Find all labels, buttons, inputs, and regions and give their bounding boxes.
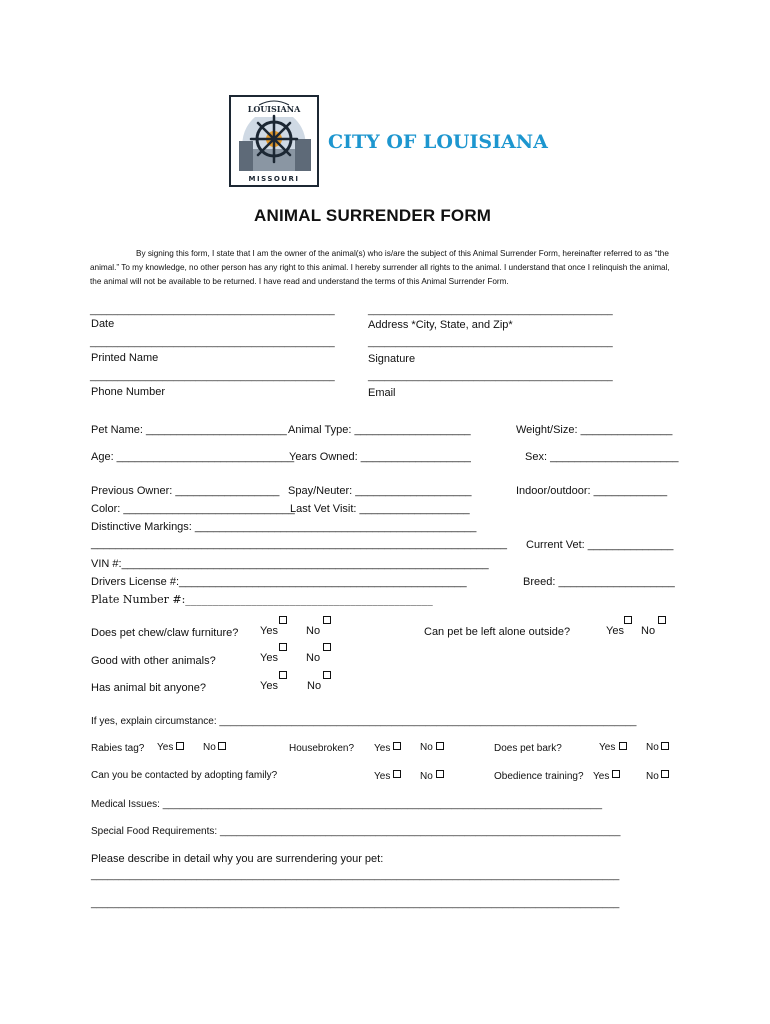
housebroken-yes-checkbox[interactable] [393, 742, 401, 750]
intro-text: By signing this form, I state that I am the owner of the animal(s) who is/are the subject of this Animal Surrender Form, hereinafter referred to as “the animal.” To my knowledge, no other person has any right to this animal. I hereby surrender all rights to the animal. I understand that once I relinquish the animal, the animal will not be available to be returned. I have read and understand the terms of this Animal Surrender Form. [90, 249, 670, 286]
color-field[interactable]: Color: ____________________________ [91, 503, 295, 515]
sex-field[interactable]: Sex: _____________________ [525, 451, 679, 463]
email-label: Email [368, 387, 396, 399]
bark-yes-label: Yes [599, 742, 616, 753]
surrender-reason-line-2[interactable]: _______________________________________________________________________________________________ [91, 898, 620, 909]
alone-yes-checkbox[interactable] [624, 616, 632, 624]
age-field[interactable]: Age: _____________________________ [91, 451, 295, 463]
contacted-no-label: No [420, 771, 433, 782]
bark-no-label: No [646, 742, 659, 753]
breed-field[interactable]: Breed: ___________________ [523, 576, 675, 588]
chew-no-label: No [306, 625, 321, 637]
animal-type-field[interactable]: Animal Type: ___________________ [288, 424, 471, 436]
bit-no-checkbox[interactable] [323, 671, 331, 679]
housebroken-yes-label: Yes [374, 743, 391, 754]
signature-label: Signature [368, 353, 416, 365]
plate-number-field[interactable]: Plate Number #:_____________________________________________ [91, 593, 433, 606]
obedience-question: Obedience training? [494, 771, 584, 782]
address-line[interactable]: ____________________________________________ [368, 305, 613, 316]
address-line-2[interactable]: ____________________________________________ [368, 337, 613, 348]
bark-no-checkbox[interactable] [661, 742, 669, 750]
org-name: CITY OF LOUISIANA [328, 131, 548, 153]
logo-text-top: LOUISIANA [247, 104, 301, 114]
previous-owner-field[interactable]: Previous Owner: _________________ [91, 485, 280, 497]
form-title: ANIMAL SURRENDER FORM [254, 206, 492, 225]
good-with-animals-yes-checkbox[interactable] [279, 643, 287, 651]
alone-yes-label: Yes [606, 625, 624, 637]
good-with-animals-question: Good with other animals? [91, 655, 216, 667]
pet-name-field[interactable]: Pet Name: _______________________ [91, 424, 287, 436]
contacted-yes-label: Yes [374, 771, 391, 782]
medical-issues-field[interactable]: Medical Issues: _______________________________________________________________________________ [91, 799, 603, 810]
housebroken-no-checkbox[interactable] [436, 742, 444, 750]
drivers-license-field[interactable]: Drivers License #:_______________________________________________ [91, 576, 467, 588]
rabies-no-label: No [203, 742, 216, 753]
special-food-field[interactable]: Special Food Requirements: ________________________________________________________________________ [91, 826, 621, 837]
obedience-yes-label: Yes [593, 771, 610, 782]
bit-question: Has animal bit anyone? [91, 682, 206, 694]
date-line[interactable]: ____________________________________________ [90, 305, 335, 316]
housebroken-no-label: No [420, 742, 433, 753]
chew-no-checkbox[interactable] [323, 616, 331, 624]
obedience-no-checkbox[interactable] [661, 770, 669, 778]
explain-field[interactable]: If yes, explain circumstance: ___________________________________________________________________________ [91, 716, 637, 727]
contacted-no-checkbox[interactable] [436, 770, 444, 778]
obedience-no-label: No [646, 771, 659, 782]
last-vet-visit-field[interactable]: Last Vet Visit: __________________ [290, 503, 470, 515]
rabies-yes-checkbox[interactable] [176, 742, 184, 750]
distinctive-markings-field[interactable]: Distinctive Markings: ______________________________________________ [91, 521, 477, 533]
chew-yes-checkbox[interactable] [279, 616, 287, 624]
rabies-no-checkbox[interactable] [218, 742, 226, 750]
distinctive-markings-line2[interactable]: ____________________________________________________________________ [91, 538, 508, 550]
good-with-animals-no-checkbox[interactable] [323, 643, 331, 651]
intro-paragraph [90, 247, 680, 289]
housebroken-question: Housebroken? [289, 743, 355, 754]
bit-yes-checkbox[interactable] [279, 671, 287, 679]
city-logo [229, 95, 319, 187]
indoor-outdoor-field[interactable]: Indoor/outdoor: ____________ [516, 485, 668, 497]
date-label: Date [91, 318, 115, 330]
bark-yes-checkbox[interactable] [619, 742, 627, 750]
current-vet-field[interactable]: Current Vet: ______________ [526, 539, 674, 551]
phone-line[interactable]: ____________________________________________ [90, 371, 335, 382]
bit-no-label: No [307, 680, 322, 692]
spay-neuter-field[interactable]: Spay/Neuter: ___________________ [288, 485, 472, 497]
weight-size-field[interactable]: Weight/Size: _______________ [516, 424, 673, 436]
years-owned-field[interactable]: Years Owned: __________________ [289, 451, 471, 463]
alone-question: Can pet be left alone outside? [424, 626, 571, 638]
logo-text-bottom: MISSOURI [248, 175, 300, 183]
chew-question: Does pet chew/claw furniture? [91, 627, 239, 639]
email-line[interactable]: ____________________________________________ [368, 371, 613, 382]
printed-name-line[interactable]: ____________________________________________ [90, 337, 335, 348]
obedience-yes-checkbox[interactable] [612, 770, 620, 778]
phone-label: Phone Number [91, 386, 165, 398]
good-with-animals-no-label: No [306, 652, 321, 664]
printed-name-label: Printed Name [91, 352, 159, 364]
chew-yes-label: Yes [260, 625, 278, 637]
bit-yes-label: Yes [260, 680, 278, 692]
rabies-yes-label: Yes [157, 742, 174, 753]
contacted-question: Can you be contacted by adopting family? [91, 770, 278, 781]
bark-question: Does pet bark? [494, 743, 562, 754]
alone-no-label: No [641, 625, 656, 637]
surrender-reason-label: Please describe in detail why you are surrendering your pet: [91, 853, 384, 865]
vin-field[interactable]: VIN #:____________________________________________________________ [91, 558, 489, 570]
good-with-animals-yes-label: Yes [260, 652, 278, 664]
contacted-yes-checkbox[interactable] [393, 770, 401, 778]
surrender-reason-line-1[interactable]: _______________________________________________________________________________________________ [91, 870, 620, 881]
address-label: Address *City, State, and Zip* [368, 319, 513, 331]
rabies-question: Rabies tag? [91, 743, 145, 754]
alone-no-checkbox[interactable] [658, 616, 666, 624]
